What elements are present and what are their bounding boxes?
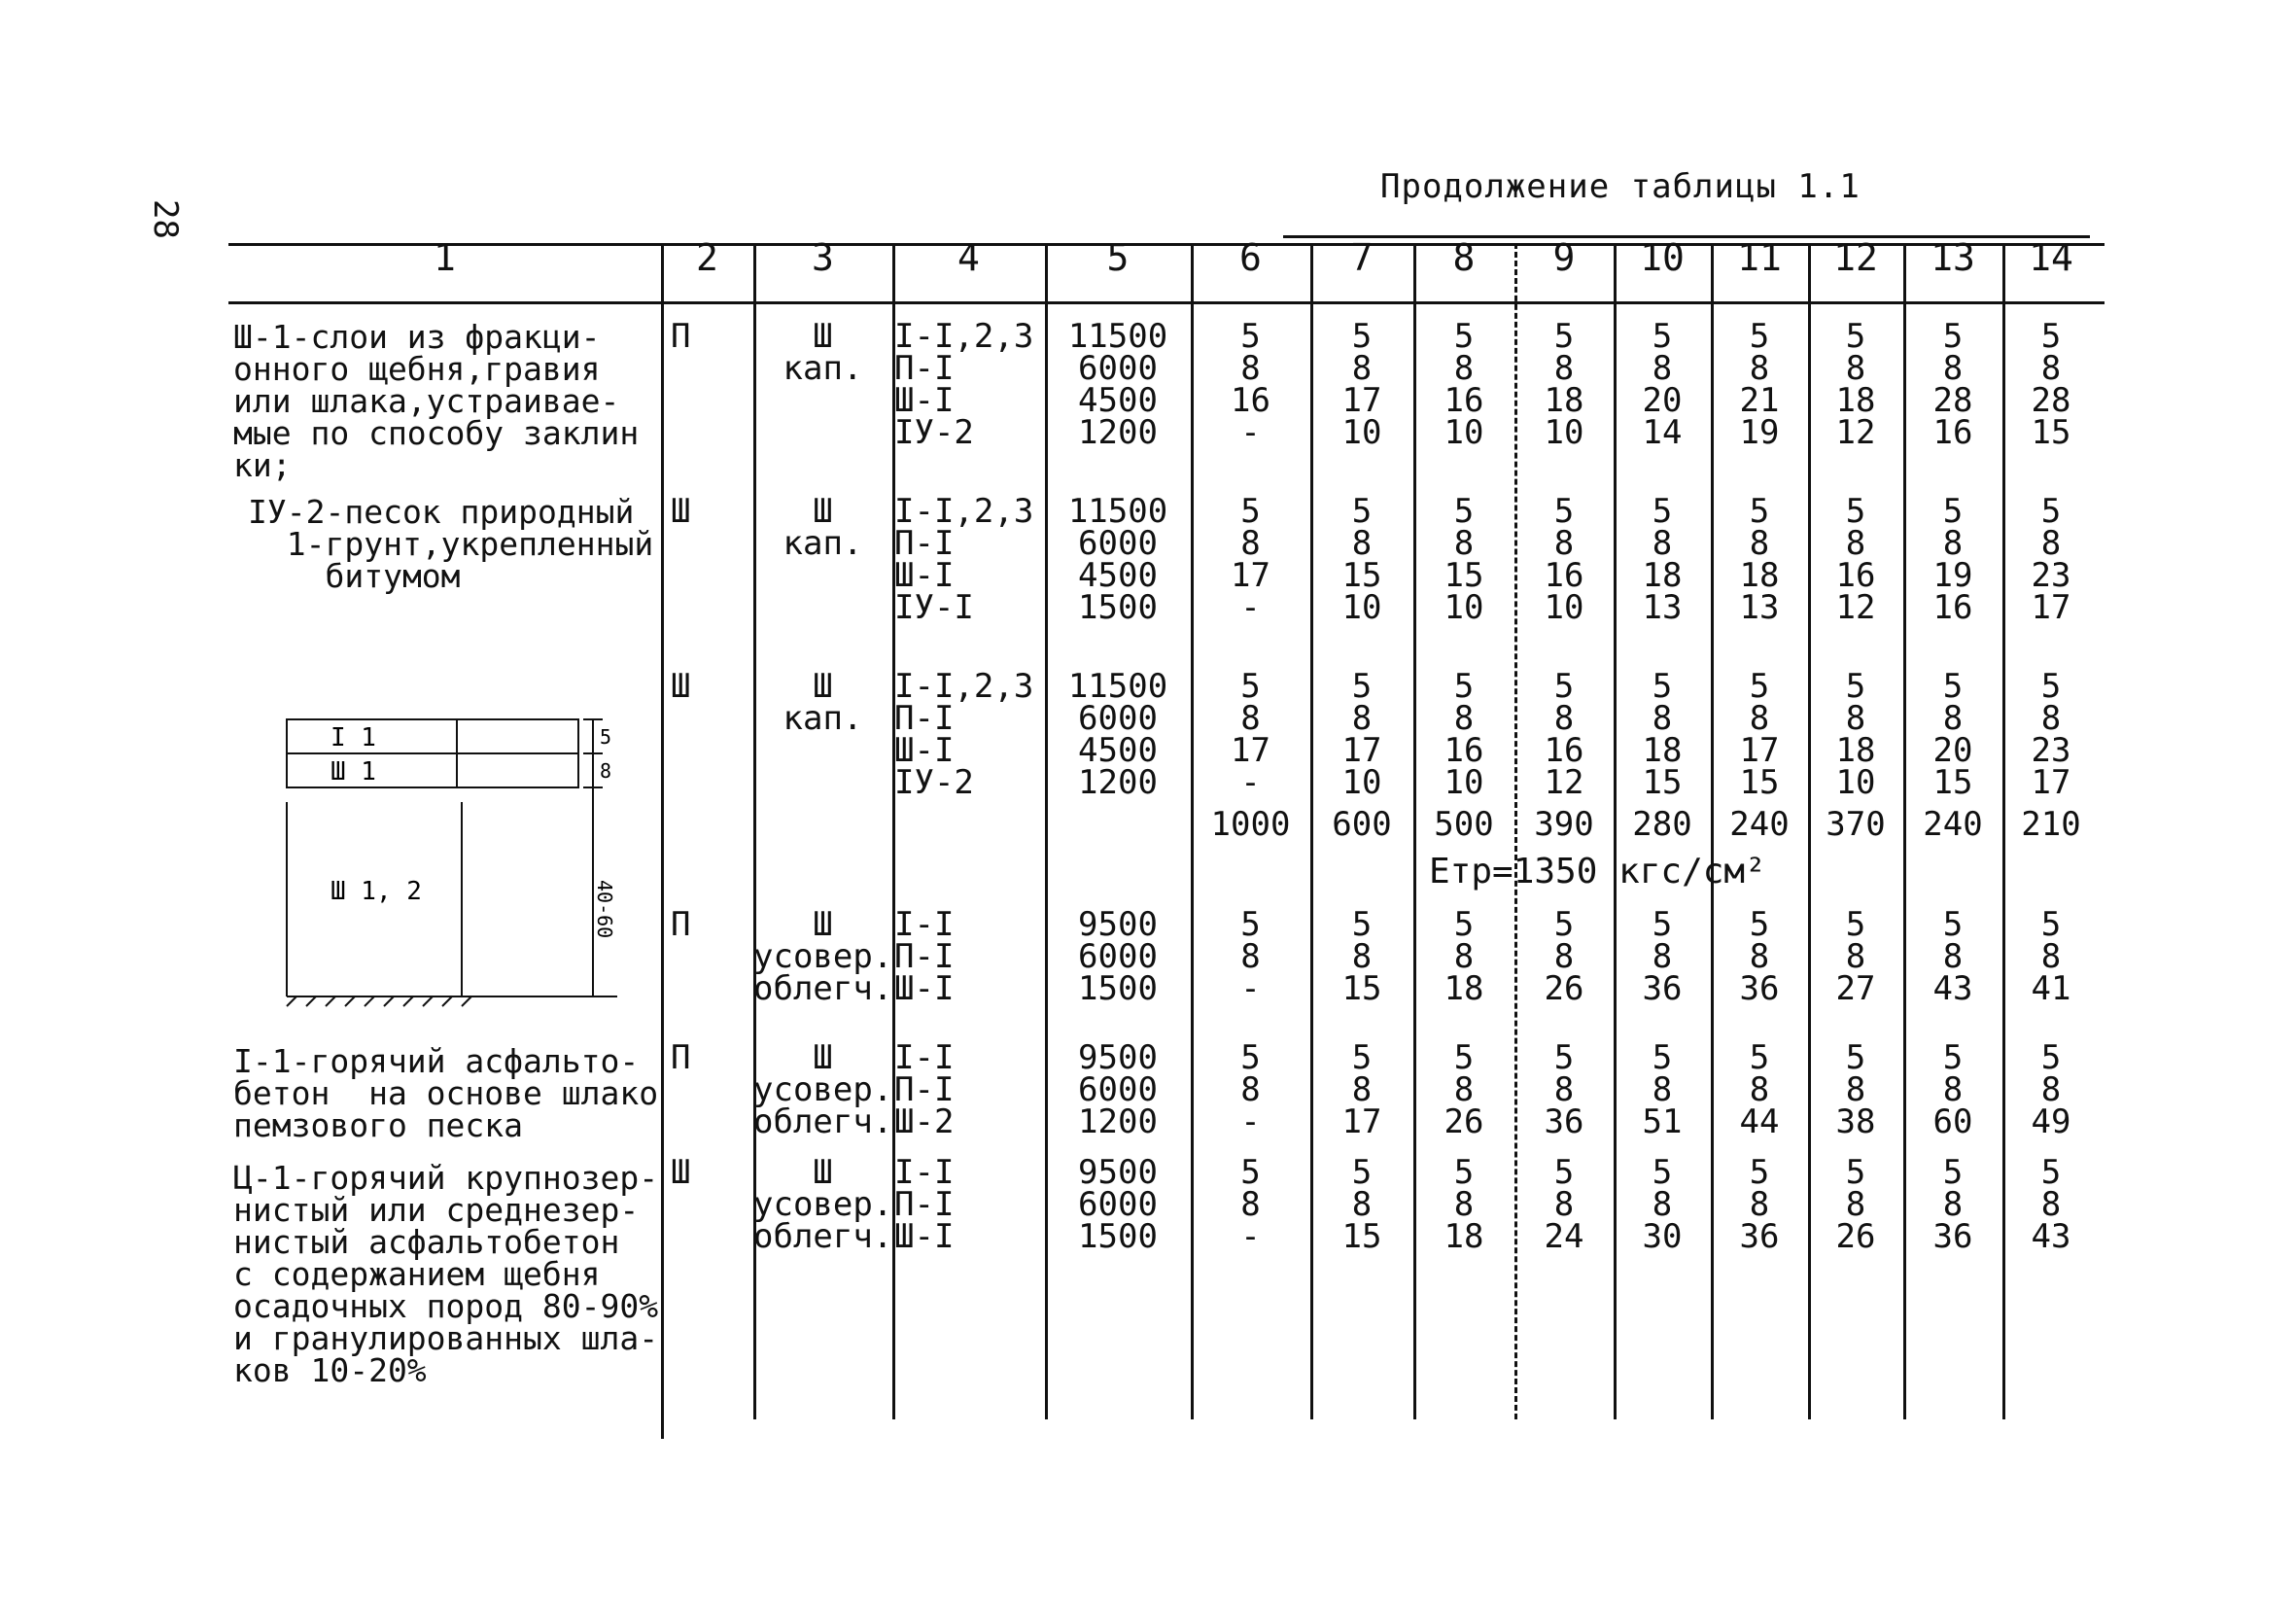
value-cell: 5 8 28 15 [2031, 317, 2071, 452]
modulus-value: 280 [1632, 805, 1692, 844]
header-col-4: 4 [957, 236, 980, 279]
value-cell: 5 8 36 [1932, 1153, 1973, 1256]
header-col-3: 3 [812, 236, 834, 279]
value-cell: 5 8 17 15 [1739, 667, 1780, 802]
header-col-8: 8 [1452, 236, 1476, 279]
value-cell: 5 8 15 [1341, 1153, 1382, 1256]
value-cell: 5 8 16 10 [1544, 492, 1584, 627]
value-cell: 5 8 15 10 [1341, 492, 1382, 627]
value-cell: 5 8 19 16 [1932, 492, 1973, 627]
modulus-value: 240 [1923, 805, 1983, 844]
value-cell: 5 8 16 - [1231, 317, 1270, 452]
desc-block-5: I-1-горячий асфальто- бетон на основе шлако пемзового песка [233, 1042, 659, 1144]
header-col-11: 11 [1737, 236, 1782, 279]
etr-note: Етр=1350 кгс/см² [1429, 852, 1766, 891]
modulus-value: 1000 [1210, 805, 1291, 844]
modulus-value: 240 [1729, 805, 1790, 844]
load-cell: 9500 6000 1500 [1078, 905, 1158, 1008]
header-col-12: 12 [1833, 236, 1878, 279]
value-cell: 5 8 51 [1642, 1038, 1683, 1141]
material-cell: I-I П-I Ш-I [894, 905, 955, 1008]
modulus-value: 370 [1826, 805, 1886, 844]
value-cell: 5 8 17 10 [1341, 317, 1382, 452]
value-cell: 5 8 23 17 [2031, 492, 2071, 627]
coating-type-cell: Ш кап. [783, 317, 863, 388]
value-cell: 5 8 24 [1544, 1153, 1584, 1256]
value-cell: 5 8 44 [1739, 1038, 1780, 1141]
value-cell: 5 8 16 12 [1544, 667, 1584, 802]
scheme-layer-1: I 1 [330, 723, 376, 752]
modulus-value: 210 [2021, 805, 2081, 844]
value-cell: 5 8 27 [1835, 905, 1876, 1008]
scheme-dim-3: 40-60 [593, 880, 616, 939]
value-cell: 5 8 20 14 [1642, 317, 1683, 452]
value-cell: 5 8 - [1240, 1038, 1261, 1141]
material-cell: I-I П-I Ш-I [894, 1153, 955, 1256]
value-cell: 5 8 16 10 [1444, 667, 1484, 802]
value-cell: 5 8 36 [1642, 905, 1683, 1008]
modulus-value: 390 [1534, 805, 1594, 844]
value-cell: 5 8 30 [1642, 1153, 1683, 1256]
class-cell: П [671, 317, 691, 356]
value-cell: 5 8 17 - [1231, 492, 1270, 627]
value-cell: 5 8 16 12 [1835, 492, 1876, 627]
desc-block-6: Ц-1-горячий крупнозер- нистый или среднезер- нистый асфальтобетон с содержанием щебня осадочных пород 80-90% и гранулированных шла- ков 10-20% [233, 1159, 659, 1389]
load-cell: 11500 6000 4500 1200 [1067, 667, 1168, 802]
value-cell: 5 8 26 [1835, 1153, 1876, 1256]
material-cell: I-I,2,3 П-I Ш-I IУ-2 [894, 317, 1034, 452]
value-cell: 5 8 18 13 [1739, 492, 1780, 627]
header-col-1: 1 [434, 236, 456, 279]
header-col-13: 13 [1931, 236, 1975, 279]
col-divider-1 [661, 243, 664, 1439]
desc-block-2: IУ-2-песок природный 1-грунт,укрепленный битумом [248, 493, 654, 595]
value-cell: 5 8 20 15 [1932, 667, 1973, 802]
value-cell: 5 8 16 10 [1444, 317, 1484, 452]
header-col-9: 9 [1552, 236, 1576, 279]
class-cell: Ш [671, 1153, 691, 1192]
page-number: 28 [146, 199, 185, 239]
load-cell: 9500 6000 1200 [1078, 1038, 1158, 1141]
scheme-dim-1: 5 [600, 725, 612, 749]
scheme-dim-2: 8 [600, 759, 612, 783]
header-col-5: 5 [1106, 236, 1130, 279]
load-cell: 9500 6000 1500 [1078, 1153, 1158, 1256]
load-cell: 11500 6000 4500 1200 [1067, 317, 1168, 452]
header-col-10: 10 [1640, 236, 1685, 279]
coating-type-cell: Ш кап. [783, 667, 863, 738]
value-cell: 5 8 43 [2031, 1153, 2071, 1256]
class-cell: Ш [671, 492, 691, 531]
value-cell: 5 8 36 [1739, 905, 1780, 1008]
modulus-value: 500 [1434, 805, 1494, 844]
value-cell: 5 8 15 [1341, 905, 1382, 1008]
value-cell: 5 8 36 [1544, 1038, 1584, 1141]
value-cell: 5 8 15 10 [1444, 492, 1484, 627]
material-cell: I-I,2,3 П-I Ш-I IУ-I [894, 492, 1034, 627]
value-cell: 5 8 18 15 [1642, 667, 1683, 802]
value-cell: 5 8 43 [1932, 905, 1973, 1008]
value-cell: 5 8 17 10 [1341, 667, 1382, 802]
value-cell: 5 8 26 [1444, 1038, 1484, 1141]
scheme-layer-2: Ш 1 [330, 757, 376, 787]
coating-type-cell: Ш кап. [783, 492, 863, 563]
table-caption: Продолжение таблицы 1.1 [1380, 167, 1861, 206]
value-cell: 5 8 26 [1544, 905, 1584, 1008]
value-cell: 5 8 41 [2031, 905, 2071, 1008]
coating-type-cell: Ш усовер. облегч. [753, 905, 893, 1008]
desc-block-1: Ш-1-слои из фракци- онного щебня,гравия или шлака,устраивае- мые по способу заклин ки; [233, 318, 640, 484]
value-cell: 5 8 49 [2031, 1038, 2071, 1141]
coating-type-cell: Ш усовер. облегч. [753, 1153, 893, 1256]
value-cell: 5 8 18 13 [1642, 492, 1683, 627]
value-cell: 5 8 18 [1444, 905, 1484, 1008]
pavement-scheme [282, 715, 617, 1011]
value-cell: 5 8 18 10 [1544, 317, 1584, 452]
coating-type-cell: Ш усовер. облегч. [753, 1038, 893, 1141]
class-cell: Ш [671, 667, 691, 706]
value-cell: 5 8 17 - [1231, 667, 1270, 802]
value-cell: 5 8 17 [1341, 1038, 1382, 1141]
value-cell: 5 8 23 17 [2031, 667, 2071, 802]
header-rule [228, 301, 2105, 304]
material-cell: I-I П-I Ш-2 [894, 1038, 955, 1141]
value-cell: 5 8 38 [1835, 1038, 1876, 1141]
header-col-6: 6 [1239, 236, 1262, 279]
class-cell: П [671, 1038, 691, 1077]
value-cell: 5 8 18 12 [1835, 317, 1876, 452]
material-cell: I-I,2,3 П-I Ш-I IУ-2 [894, 667, 1034, 802]
modulus-value: 600 [1332, 805, 1392, 844]
value-cell: 5 8 18 [1444, 1153, 1484, 1256]
value-cell: 5 8 60 [1932, 1038, 1973, 1141]
class-cell: П [671, 905, 691, 944]
header-col-14: 14 [2029, 236, 2073, 279]
value-cell: 5 8 - [1240, 905, 1261, 1008]
header-col-7: 7 [1350, 236, 1374, 279]
header-col-2: 2 [696, 236, 718, 279]
value-cell: 5 8 - [1240, 1153, 1261, 1256]
load-cell: 11500 6000 4500 1500 [1067, 492, 1168, 627]
scheme-layer-3: Ш 1, 2 [330, 877, 422, 906]
value-cell: 5 8 28 16 [1932, 317, 1973, 452]
value-cell: 5 8 36 [1739, 1153, 1780, 1256]
value-cell: 5 8 18 10 [1835, 667, 1876, 802]
value-cell: 5 8 21 19 [1739, 317, 1780, 452]
